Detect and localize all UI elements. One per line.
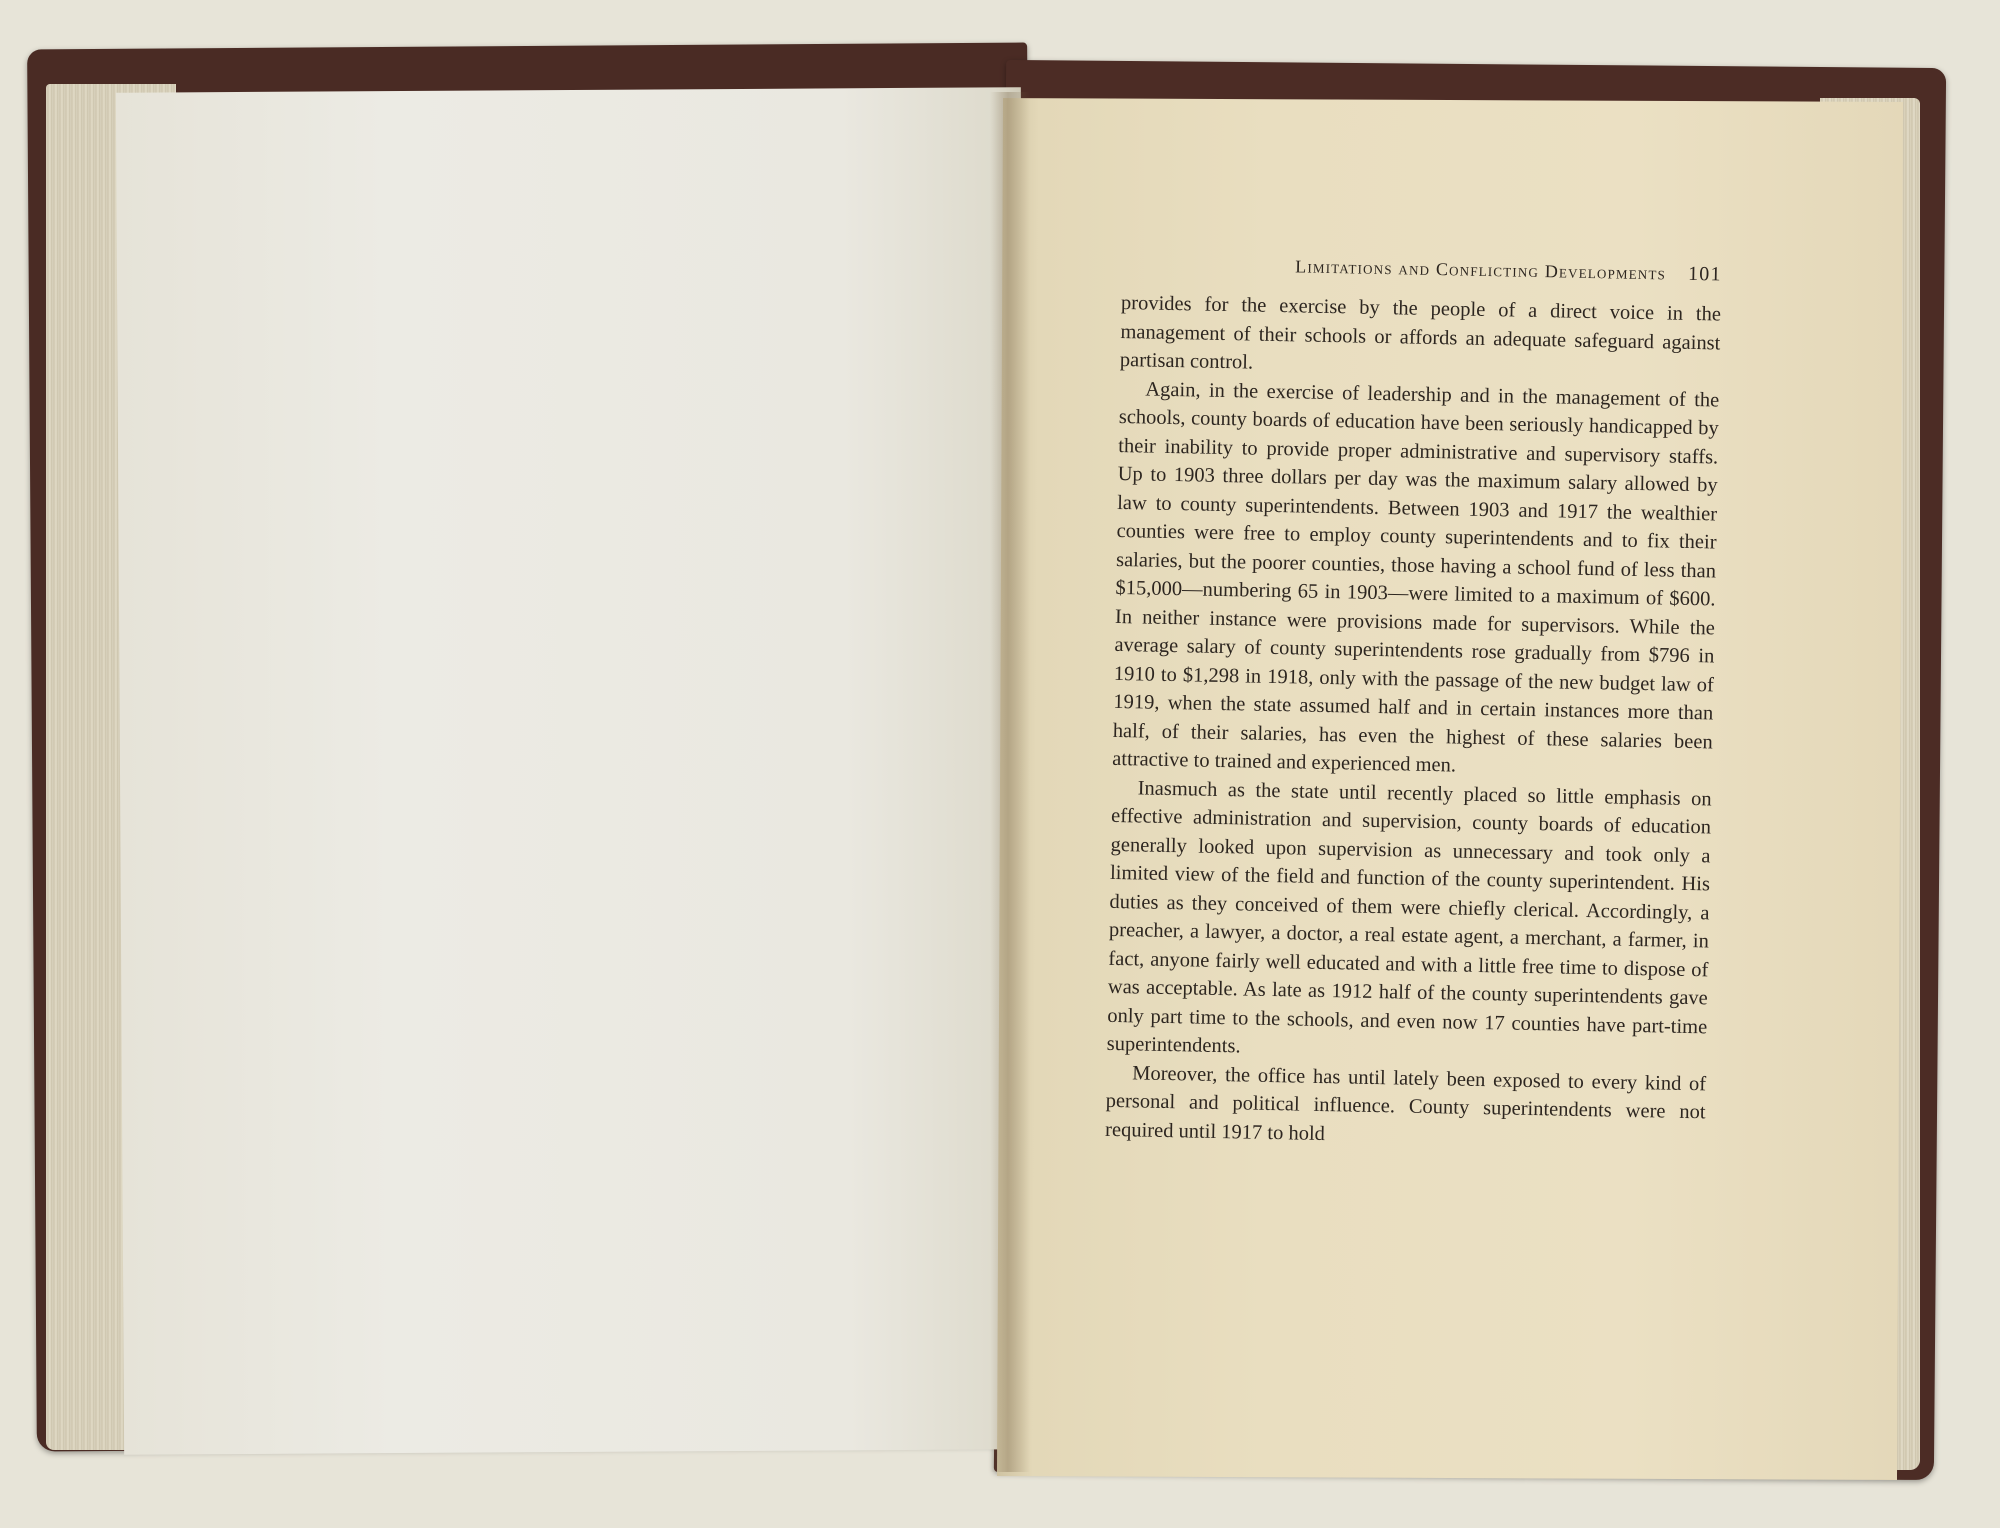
running-head-title: Limitations and Conflicting Developments [1295,256,1667,284]
blank-left-page [116,87,1029,1455]
paragraph: provides for the exercise by the people of a direct voice in the management of their schools or affords an adequate safeguard against partisan control. [1119,291,1722,374]
paragraph: Inasmuch as the state until recently placed so little emphasis on effective administration and supervision, county boards of education generally looked upon supervision as unnecessary and took only a limited view of the field and function of the county superintendent. His duties as they conceived of them were chiefly clerical. Accordingly, a preacher, a lawyer, a doctor, a real estate agent, a merchant, a farmer, in fact, anyone fairly well educated and with a little free time to dispose of was acceptable. As late as 1912 half of the county superintendents gave only part time to the schools, and even now 17 counties have part-time superintendents. [1106,776,1712,1058]
paragraph: Moreover, the office has until lately been exposed to every kind of personal and political influence. County superintendents were not required until 1917 to hold [1104,1061,1707,1145]
page-number: 101 [1687,262,1722,286]
page-text-block [1105,252,1722,1155]
paragraph: Again, in the exercise of leadership and in the management of the schools, county boards of education have been seriously handicapped by their inability to provide proper administrative and supervisory staffs. Up to 1903 three dollars per day was the maximum salary allowed by law to county superintendents. Between 1903 and 1917 the wealthier counties were free to employ county superintendents and to fix their salaries, but the poorer counties, those having a school fund of less than $15,000—numbering 65 in 1903—were limited to a maximum of $600. In neither instance were provisions made for supervisors. While the average salary of county superintendents rose gradually from $796 in 1910 to $1,298 in 1918, only with the passage of the new budget law of 1919, when the state assumed half and in certain instances more than half, of their salaries, has even the highest of these salaries been attractive to trained and experienced men. [1112,377,1720,777]
book-gutter [990,92,1030,1472]
